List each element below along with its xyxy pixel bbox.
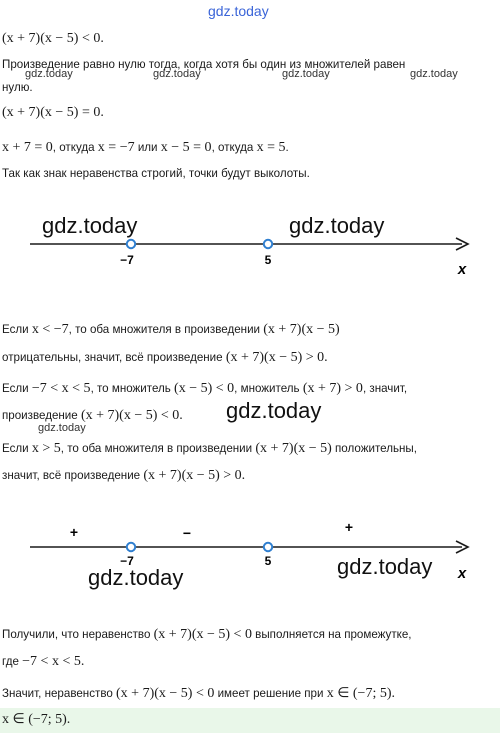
case2-mid: , то множитель <box>90 382 175 395</box>
point-label-5: 5 <box>264 253 272 267</box>
case3-end: положительны, <box>331 442 417 455</box>
case3-line1 <box>2 441 417 457</box>
sign-middle: − <box>182 525 192 541</box>
root-eq-1: x + 7 = 0 <box>2 140 53 155</box>
case2-expr1: (x − 5) < 0 <box>174 381 235 396</box>
case3-prefix: Если <box>2 442 32 455</box>
roots-text-2: или <box>134 141 161 154</box>
case2-line1 <box>2 381 407 397</box>
conclusion-expr-3: (x + 7)(x − 5) < 0 <box>116 686 215 701</box>
equation-expr: (x + 7)(x − 5) = 0. <box>2 105 104 120</box>
sign-right: + <box>344 519 354 535</box>
case3-line2-text: значит, всё произведение <box>2 469 144 482</box>
root-value-1: x = −7 <box>97 140 135 155</box>
case3-expr: (x + 7)(x − 5) <box>255 441 332 456</box>
watermark-small-4: gdz.today <box>410 68 458 80</box>
conclusion-expr-4: x ∈ (−7; 5). <box>326 686 395 701</box>
case1-prefix: Если <box>2 323 32 336</box>
point-label-5: 5 <box>264 554 272 568</box>
equation <box>2 105 104 121</box>
point-label-minus7: −7 <box>120 253 134 267</box>
number-line-1 <box>0 200 500 280</box>
conclusion-expr-1: (x + 7)(x − 5) < 0 <box>153 627 252 642</box>
answer-box <box>0 708 500 733</box>
inequality-statement <box>2 31 104 47</box>
case2-expr2: (x + 7) > 0 <box>302 381 363 396</box>
watermark-big-2: gdz.today <box>289 213 385 238</box>
roots-end: . <box>285 141 289 154</box>
case2-line2 <box>2 408 183 424</box>
watermark-top: gdz.today <box>208 3 269 19</box>
conclusion-line1 <box>2 627 412 643</box>
watermark-small-5: gdz.today <box>38 422 86 434</box>
explanation-line-1: Произведение равно нулю тогда, когда хотя бы один из множителей равен <box>2 58 406 71</box>
case1-line1 <box>2 322 340 338</box>
case2-line2-text: произведение <box>2 409 81 422</box>
conclusion-expr-2: −7 < x < 5. <box>22 654 85 669</box>
open-point-5 <box>264 240 272 248</box>
watermark-small-3: gdz.today <box>282 68 330 80</box>
axis-label-x: x <box>457 565 467 582</box>
open-point-5 <box>264 543 272 551</box>
case3-mid: , то оба множителя в произведении <box>60 442 256 455</box>
case1-line2 <box>2 350 328 366</box>
case2-prefix: Если <box>2 382 32 395</box>
watermark-big-4: gdz.today <box>88 565 184 590</box>
case2-line2-expr: (x + 7)(x − 5) < 0. <box>80 408 183 423</box>
watermark-big-5: gdz.today <box>337 554 433 579</box>
case3-condition: x > 5 <box>31 441 61 456</box>
conclusion-text-2: где <box>2 655 23 668</box>
strict-note: Так как знак неравенства строгий, точки будут выколоты. <box>2 167 310 180</box>
open-point-minus7 <box>127 543 135 551</box>
conclusion-line3 <box>2 686 395 702</box>
case2-end: , значит, <box>362 382 408 395</box>
conclusion-end-1: выполняется на промежутке, <box>251 628 412 641</box>
case1-mid: , то оба множителя в произведении <box>68 323 264 336</box>
case3-line2-expr: (x + 7)(x − 5) > 0. <box>143 468 246 483</box>
case2-mid2: , множитель <box>234 382 303 395</box>
answer-line <box>2 712 70 728</box>
explanation-line-2: нулю. <box>2 81 33 94</box>
case1-expr: (x + 7)(x − 5) <box>263 322 340 337</box>
root-value-2: x = 5 <box>256 140 286 155</box>
watermark-small-1: gdz.today <box>25 68 73 80</box>
number-line-2 <box>0 512 500 594</box>
sign-left: + <box>69 524 79 540</box>
watermark-big-3: gdz.today <box>226 398 322 423</box>
inequality-expr: (x + 7)(x − 5) < 0. <box>2 31 104 46</box>
roots-line <box>2 140 289 156</box>
case1-line2-expr: (x + 7)(x − 5) > 0. <box>225 350 328 365</box>
case3-line2 <box>2 468 245 484</box>
roots-text-3: , откуда <box>211 141 257 154</box>
point-label-minus7: −7 <box>120 554 134 568</box>
watermark-big-1: gdz.today <box>42 213 138 238</box>
case1-condition: x < −7 <box>31 322 69 337</box>
open-point-minus7 <box>127 240 135 248</box>
answer-expr: x ∈ (−7; 5). <box>2 712 71 727</box>
root-eq-2: x − 5 = 0 <box>160 140 212 155</box>
conclusion-text-3: Значит, неравенство <box>2 687 117 700</box>
axis-label-x: x <box>457 261 467 278</box>
roots-text-1: , откуда <box>52 141 98 154</box>
conclusion-line2 <box>2 654 84 670</box>
watermark-small-2: gdz.today <box>153 68 201 80</box>
conclusion-mid-3: имеет решение при <box>214 687 327 700</box>
case2-condition: −7 < x < 5 <box>31 381 91 396</box>
case1-line2-text: отрицательны, значит, всё произведение <box>2 351 226 364</box>
conclusion-text-1: Получили, что неравенство <box>2 628 154 641</box>
